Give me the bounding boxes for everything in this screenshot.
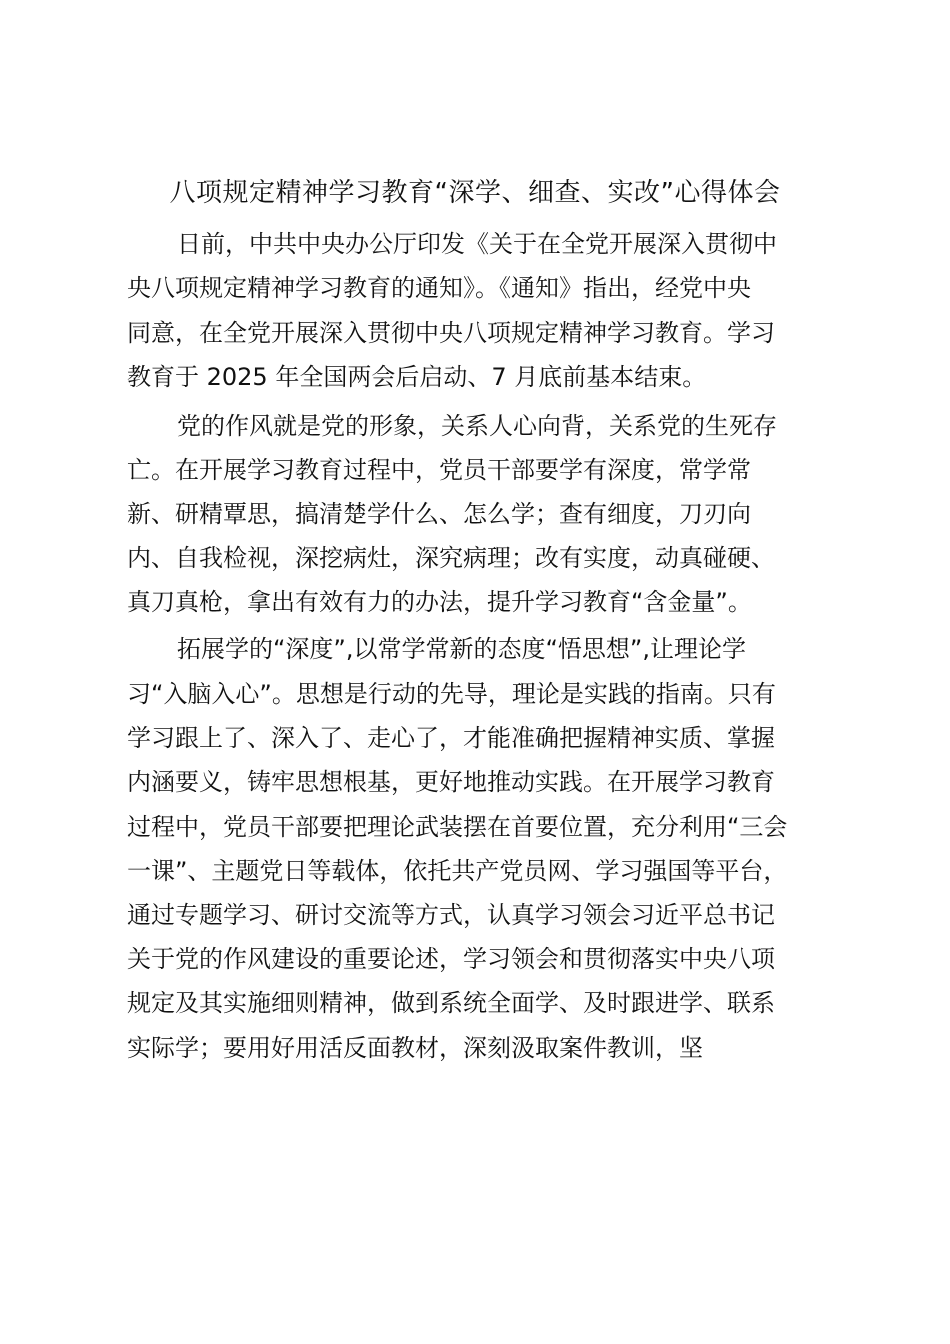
paragraph-3-line-8: 关于党的作风建设的重要论述，学习领会和贯彻落实中央八项 (127, 945, 775, 973)
paragraph-2-line-3: 新、研精覃思，搞清楚学什么、怎么学；查有细度，刀刃向 (127, 500, 751, 528)
paragraph-1-line-1: 日前，中共中央办公厅印发《关于在全党开展深入贯彻中 (177, 230, 777, 258)
paragraph-3-line-1: 拓展学的“深度”,以常学常新的态度“悟思想”,让理论学 (177, 635, 746, 663)
paragraph-3-line-2: 习“入脑入心”。思想是行动的先导，理论是实践的指南。只有 (127, 680, 776, 708)
paragraph-3-line-5: 过程中，党员干部要把理论武装摆在首要位置，充分利用“三会 (127, 813, 788, 841)
paragraph-2-line-1: 党的作风就是党的形象，关系人心向背，关系党的生死存 (177, 412, 777, 440)
paragraph-3-line-7: 通过专题学习、研讨交流等方式，认真学习领会习近平总书记 (127, 901, 775, 929)
paragraph-1-line-2: 央八项规定精神学习教育的通知》。《通知》指出，经党中央 (127, 274, 751, 302)
paragraph-3-line-10: 实际学；要用好用活反面教材，深刻汲取案件教训，坚 (127, 1034, 703, 1062)
paragraph-3-line-3: 学习跟上了、深入了、走心了，才能准确把握精神实质、掌握 (127, 724, 775, 752)
document-title: 八项规定精神学习教育“深学、细查、实改”心得体会 (169, 178, 781, 208)
paragraph-2-line-4: 内、自我检视，深挖病灶，深究病理；改有实度，动真碰硬、 (127, 544, 775, 572)
paragraph-3-line-6: 一课”、主题党日等载体，依托共产党员网、学习强国等平台， (127, 857, 788, 885)
paragraph-3-line-9: 规定及其实施细则精神，做到系统全面学、及时跟进学、联系 (127, 989, 775, 1017)
paragraph-1-line-3: 同意，在全党开展深入贯彻中央八项规定精神学习教育。学习 (127, 319, 775, 347)
paragraph-3-line-4: 内涵要义，铸牢思想根基，更好地推动实践。在开展学习教育 (127, 768, 775, 796)
paragraph-2-line-2: 亡。在开展学习教育过程中，党员干部要学有深度，常学常 (127, 456, 751, 484)
paragraph-1-line-4: 教育于 2025 年全国两会后启动、7 月底前基本结束。 (127, 363, 707, 391)
paragraph-2-line-5: 真刀真枪，拿出有效有力的办法，提升学习教育“含金量”。 (127, 588, 752, 616)
